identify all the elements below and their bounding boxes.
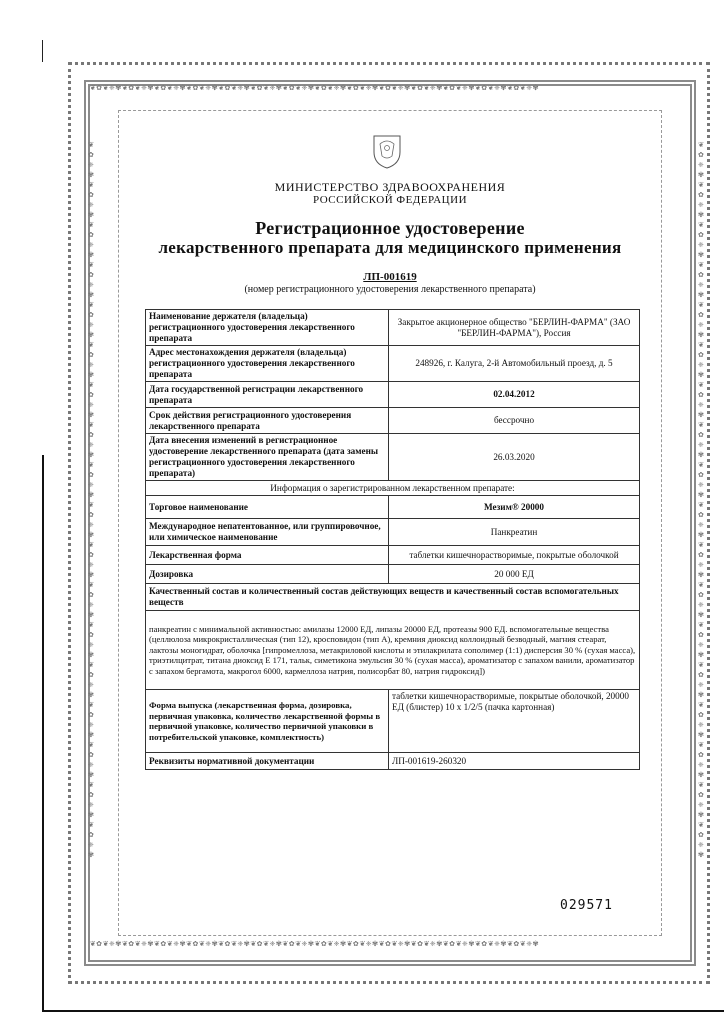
table-row xyxy=(146,496,640,519)
document-subtitle: лекарственного препарата для медицинского применения xyxy=(158,238,622,257)
dosage-form-value: таблетки кишечнорастворимые, покрытые оболочкой xyxy=(389,546,640,565)
normative-docs-value: ЛП-001619-260320 xyxy=(389,753,640,770)
ministry-name: МИНИСТЕРСТВО ЗДРАВООХРАНЕНИЯ xyxy=(274,180,506,194)
table-row xyxy=(146,584,640,611)
inn-label: Международное непатентованное, или группировочное, или химическое наименование xyxy=(146,519,389,546)
release-form-label: Форма выпуска (лекарственная форма, дозировка, первичная упаковка, количество лекарственной формы в первичной упаковке, количество первичной упаковки в потребительской упаковке, комплектность) xyxy=(146,690,389,753)
release-form-value: таблетки кишечнорастворимые, покрытые оболочкой, 20000 ЕД (блистер) 10 x 1/2/5 (пачка картонная) xyxy=(389,690,640,753)
scan-frame-bottom xyxy=(42,1010,724,1012)
document-title: Регистрационное удостоверение xyxy=(255,218,525,238)
composition-heading: Качественный состав и количественный состав действующих веществ и качественный состав вспомогательных веществ xyxy=(146,584,640,611)
table-row xyxy=(146,611,640,690)
scan-edge-mark xyxy=(42,40,43,62)
certificate-table xyxy=(145,309,640,770)
registration-date-label: Дата государственной регистрации лекарственного препарата xyxy=(146,382,389,408)
inn-value: Панкреатин xyxy=(389,519,640,546)
scan-frame-left xyxy=(42,455,44,1012)
dosage-label: Дозировка xyxy=(146,565,389,584)
table-row xyxy=(146,382,640,408)
trade-name-label: Торговое наименование xyxy=(146,496,389,519)
holder-address-label: Адрес местонахождения держателя (владельца) регистрационного удостоверения лекарственного препарата xyxy=(146,346,389,382)
trade-name-value: Мезим® 20000 xyxy=(389,496,640,519)
registration-date-value: 02.04.2012 xyxy=(389,382,640,408)
holder-name-value: Закрытое акционерное общество "БЕРЛИН-ФАРМА" (ЗАО "БЕРЛИН-ФАРМА"), Россия xyxy=(389,310,640,346)
bottom-ornament: ❦✿❦❈✾❦✿❦❈✾❦✿❦❈✾❦✿❦❈✾❦✿❦❈✾❦✿❦❈✾❦✿❦❈✾❦✿❦❈✾❦✿❦❈✾❦✿❦❈✾❦✿❦❈✾❦✿❦❈✾❦✿❦❈✾❦✿❦❈✾ xyxy=(90,939,540,949)
validity-value: бессрочно xyxy=(389,408,640,434)
normative-docs-label: Реквизиты нормативной документации xyxy=(146,753,389,770)
amendment-date-value: 26.03.2020 xyxy=(389,434,640,481)
left-ornament: ❦✿❈✾❦✿❈✾❦✿❈✾❦✿❈✾❦✿❈✾❦✿❈✾❦✿❈✾❦✿❈✾❦✿❈✾❦✿❈✾❦✿❈✾❦✿❈✾❦✿❈✾❦✿❈✾❦✿❈✾❦✿❈✾❦✿❈✾❦✿❈✾ xyxy=(86,140,96,860)
table-row xyxy=(146,565,640,584)
table-row xyxy=(146,434,640,481)
table-row xyxy=(146,753,640,770)
info-header: Информация о зарегистрированном лекарственном препарате: xyxy=(146,481,640,496)
coat-of-arms-emblem xyxy=(370,130,404,170)
table-row xyxy=(146,481,640,496)
ministry-country: РОССИЙСКОЙ ФЕДЕРАЦИИ xyxy=(312,194,468,206)
validity-label: Срок действия регистрационного удостоверения лекарственного препарата xyxy=(146,408,389,434)
amendment-date-label: Дата внесения изменений в регистрационное удостоверение лекарственного препарата (дата замены регистрационного удостоверения лекарственного препарата) xyxy=(146,434,389,481)
holder-name-label: Наименование держателя (владельца) регистрационного удостоверения лекарственного препарата xyxy=(146,310,389,346)
registration-number: ЛП-001619 xyxy=(363,271,417,283)
dosage-value: 20 000 ЕД xyxy=(389,565,640,584)
table-row xyxy=(146,346,640,382)
table-row xyxy=(146,408,640,434)
holder-address-value: 248926, г. Калуга, 2-й Автомобильный проезд, д. 5 xyxy=(389,346,640,382)
serial-number: 029571 xyxy=(560,898,613,913)
composition-text: панкреатин с минимальной активностью: амилазы 12000 ЕД, липазы 20000 ЕД, протеазы 900 ЕД. вспомогательные вещества (целлюлоза микрокристаллическая (тип 12), кросповидон (тип А), кремния диоксид коллоидный безводный, магния стеарат, лактозы моногидрат, оболочка [гипромеллоза, метакриловой кислоты и этилакрилата сополимер (1:1) дисперсия 30 % (сухая масса), триэтилцитрат, титана диоксид Е 171, тальк, симетикона эмульсия 30 % (сухая масса), ароматизатор с запахом ванили, ароматизатор с запахом бергамота, макрогол 6000, кармеллоза натрия, полисорбат 80, натрия гидроксид]) xyxy=(146,611,640,690)
top-ornament: ❦✿❦❈✾❦✿❦❈✾❦✿❦❈✾❦✿❦❈✾❦✿❦❈✾❦✿❦❈✾❦✿❦❈✾❦✿❦❈✾❦✿❦❈✾❦✿❦❈✾❦✿❦❈✾❦✿❦❈✾❦✿❦❈✾❦✿❦❈✾ xyxy=(90,83,540,93)
dosage-form-label: Лекарственная форма xyxy=(146,546,389,565)
table-row xyxy=(146,519,640,546)
table-row xyxy=(146,310,640,346)
right-ornament: ❦✿❈✾❦✿❈✾❦✿❈✾❦✿❈✾❦✿❈✾❦✿❈✾❦✿❈✾❦✿❈✾❦✿❈✾❦✿❈✾❦✿❈✾❦✿❈✾❦✿❈✾❦✿❈✾❦✿❈✾❦✿❈✾❦✿❈✾❦✿❈✾ xyxy=(696,140,706,860)
registration-number-caption: (номер регистрационного удостоверения лекарственного препарата) xyxy=(244,284,536,295)
table-row xyxy=(146,546,640,565)
table-row xyxy=(146,690,640,753)
